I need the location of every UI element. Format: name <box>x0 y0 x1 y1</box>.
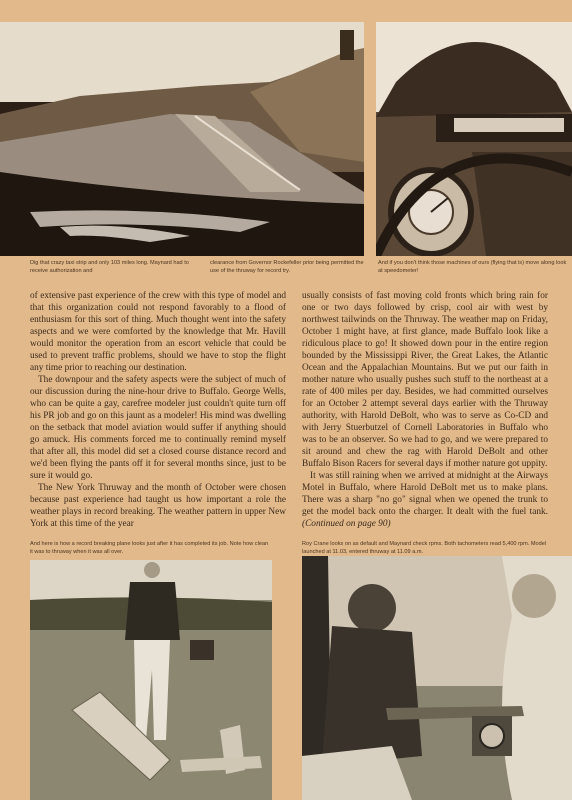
men-with-tachometer-caption: Roy Crane looks on as default and Maynard check rpms. Both tachometers read 5,400 rpm. Model launched at 11.03, entered thruway at 11.09 a.m. <box>302 541 547 555</box>
paragraph <box>302 470 548 530</box>
paragraph: The New York Thruway and the month of October were chosen because past experience had taught us how important a role the weather plays in record breaking. The weather pattern in upper New York at this time of the year <box>30 483 286 529</box>
man-with-plane-photo <box>30 560 272 800</box>
paragraph-text: It was still raining when we arrived at midnight at the Airways Motel in Buffalo, where Harold DeBolt met us to make plans. There was a sharp "no go" signal when we opened the trunk to get the model back onto the charger. It dealt with the fuel tank. <box>302 471 548 517</box>
highway-caption-left: Dig that crazy taxi strip and only 103 miles long. Maynard had to receive authorization and <box>30 260 189 274</box>
paragraph: usually consists of fast moving cold fronts which bring rain for one or two days followed by crisp, cool air with west by northwest tailwinds on the Thruway. The weather map on Friday, October 1 might have, at first glance, made Buffalo look like a ridiculous place to go! It showed down pour in the entire region bounded by the Mississippi River, the Great Lakes, the Atlantic Ocean and the Appalachian Mountains. But we put our faith in mother nature who usually pushes such stuff to the northeast at a rate of 400 miles per day. Besides, we had committed ourselves for an October 2 attempt several days earlier with the Thruway authority, with Harold DeBolt, who was to serve as Co-CD and with Jerry Stuerbutzel of Cornell Laboratories in Buffalo who was to be an observer. So we had to go, and we were prepared to sit around and chew the rag with Harold DeBolt and other Buffalo Bison Racers for several days if mother nature got uppity. <box>302 291 548 469</box>
men-with-tachometer-photo <box>302 556 572 800</box>
speedometer-photo <box>376 22 572 256</box>
continued-note: (Continued on page 90) <box>302 519 391 529</box>
article-right-column <box>302 290 548 530</box>
highway-caption-right: clearance from Governor Rockefeller prior being permitted the use of the thruway for record try. <box>210 260 364 274</box>
highway-photo <box>0 22 364 256</box>
speedometer-caption: And if you don't think those machines of ours (flying that is) move along look at speedometer! <box>378 260 567 274</box>
paragraph: The downpour and the safety aspects were the subject of much of our discussion during the nine-hour drive to Buffalo. George Wells, who can be quite a gay, carefree modeler just couldn't quite turn off his PR job and go on this jaunt as a modeler! His mind was dwelling on the setback that model aviation would suffer if anything should go amuck. His comments forced me to continually remind myself that after all, this model did set a closed course distance record and we'd been flying the pants off it for several months since, just to be sure it would go. <box>30 375 286 481</box>
article-left-column <box>30 290 286 530</box>
man-with-plane-caption: And here is how a record breaking plane looks just after it has completed its job. Note how clean it was to thruway when it was all over. <box>30 541 269 555</box>
paragraph: of extensive past experience of the crew with this type of model and that this organization could not respond favorably to a flood of enthusiasm for this sort of thing. Much thought went into the safety aspects and we were comforted by the knowledge that Mr. Havill would monitor the operation from an escort vehicle that could be used to prevent traffic problems, should we have to stop the flight any time prior to reaching our destination. <box>30 291 286 373</box>
